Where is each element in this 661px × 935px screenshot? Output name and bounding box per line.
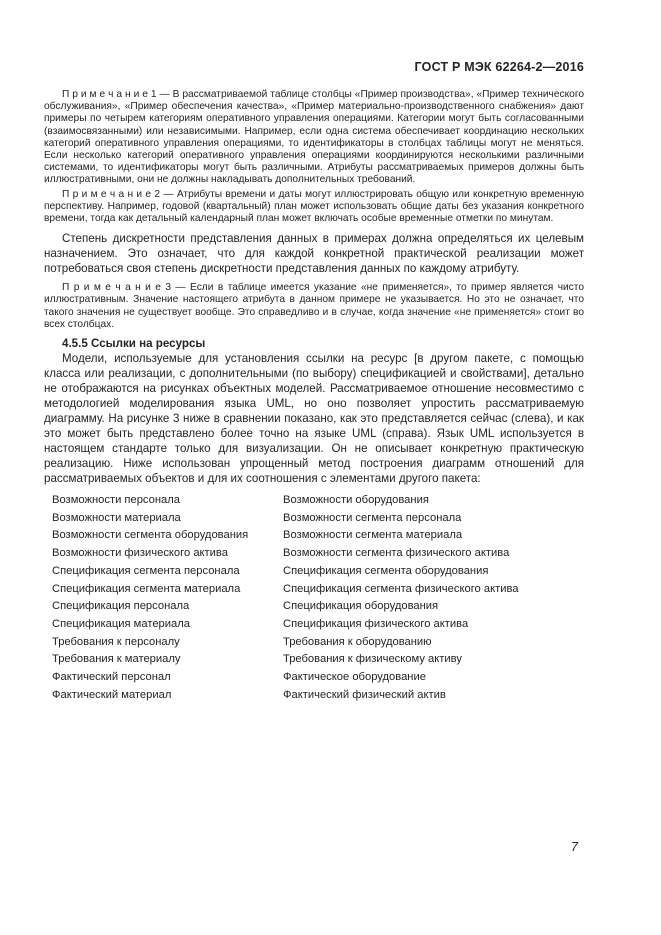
note-2-text: Атрибуты времени и даты могут иллюстрировать общую или конкретную временную перспективу. Например, годовой (квартальный) план может использовать общие даты без указания конкретного времени, тогда как детальный календарный план может включать особые временные отметки по минутам. <box>44 188 584 225</box>
note-1-label: П р и м е ч а н и е 1 — <box>62 89 173 100</box>
list-cell-right: Возможности сегмента материала <box>283 529 463 542</box>
list-cell-left: Фактический персонал <box>52 671 171 684</box>
list-row <box>52 545 584 563</box>
list-cell-right: Фактический физический актив <box>283 688 446 701</box>
paragraph-granularity: Степень дискретности представления данных в примерах должна определяться их целевым назначением. Это означает, что для каждой конкретной практической реализации может потребоваться своя степень дискретности представления данных по каждому атрибуту. <box>44 232 584 276</box>
list-cell-left: Требования к персоналу <box>52 635 180 648</box>
list-cell-left: Спецификация материала <box>52 617 190 630</box>
list-row <box>52 527 584 545</box>
list-cell-right: Фактическое оборудование <box>283 671 426 684</box>
list-cell-right: Спецификация сегмента оборудования <box>283 564 489 577</box>
note-1-text: В рассматриваемой таблице столбцы «Пример производства», «Пример технического обслуживания», «Пример обеспечения качества», «Пример материально-производственного снабжения» дают примеры по четырем категориям оперативного управления операциями. Категории могут быть согласованными (взаимосвязанными) или независимыми. Например, если одна система обеспечивает координацию нескольких категорий оперативного управления операциями, то идентификаторы в столбцах таблицы могут не меняться. Если несколько категорий оперативного управления операциями координируются несколькими различными системами, то идентификаторы могут быть различными. Атрибуты рассматриваемых примеров должны быть иллюстративными, они не должны накладывать дополнительных требований. <box>44 89 585 186</box>
list-row <box>52 581 584 599</box>
note-3 <box>44 282 584 331</box>
list-cell-right: Спецификация сегмента физического актива <box>283 582 519 595</box>
list-cell-left: Требования к материалу <box>52 653 181 666</box>
list-cell-right: Спецификация физического актива <box>283 617 469 630</box>
list-cell-left: Возможности физического актива <box>52 547 228 560</box>
list-cell-right: Требования к оборудованию <box>283 635 432 648</box>
page-number: 7 <box>571 840 578 854</box>
list-cell-left: Спецификация сегмента персонала <box>52 564 240 577</box>
list-cell-left: Спецификация сегмента материала <box>52 582 241 595</box>
text-column <box>44 0 584 704</box>
list-cell-right: Возможности сегмента физического актива <box>283 547 510 560</box>
list-row <box>52 510 584 528</box>
note-1 <box>44 89 584 187</box>
list-row <box>52 687 584 705</box>
list-row <box>52 492 584 510</box>
list-cell-left: Фактический материал <box>52 688 172 701</box>
note-2 <box>44 189 584 226</box>
list-row <box>52 634 584 652</box>
list-row <box>52 598 584 616</box>
section-heading-4-5-5: 4.5.5 Ссылки на ресурсы <box>62 337 206 351</box>
list-cell-left: Возможности персонала <box>52 494 181 507</box>
list-row <box>52 669 584 687</box>
note-3-text: Если в таблице имеется указание «не применяется», то пример является чисто иллюстративным. Значение настоящего атрибута в данном примере не указывается. Но это не означает, что такого значения не существует вообще. Это справедливо и в случае, когда значение «не применяется» стоит во всех столбцах. <box>44 282 584 330</box>
note-2-label: П р и м е ч а н и е 2 — <box>62 188 177 200</box>
note-3-label: П р и м е ч а н и е 3 — <box>62 282 191 294</box>
list-cell-left: Возможности сегмента оборудования <box>52 529 249 542</box>
list-cell-right: Возможности сегмента персонала <box>283 511 462 524</box>
list-cell-right: Возможности оборудования <box>283 494 429 507</box>
list-cell-right: Спецификация оборудования <box>283 600 439 613</box>
list-cell-left: Возможности материала <box>52 511 181 524</box>
list-row <box>52 616 584 634</box>
list-cell-right: Требования к физическому активу <box>283 653 462 666</box>
list-row <box>52 651 584 669</box>
paragraph-resource-links: Модели, используемые для установления ссылки на ресурс [в другом пакете, с помощью класса или реализации, с дополнительными (по выбору) спецификацией и свойствами], детально не отображаются на рисунках объектных моделей. Рассматриваемое отношение несовместимо с методологией моделирования языка UML, но оно позволяет упростить рассматриваемую диаграмму. На рисунке 3 ниже в сравнении показано, как это представляется сейчас (слева), и как это может быть представлено более точно на языке UML (справа). Язык UML используется в настоящем стандарте только для визуализации. Он не описывает конкретную практическую реализацию. Ниже использован упрощенный метод построения диаграмм отношений для рассматриваемых объектов и для их соотношения с элементами другого пакета: <box>44 352 584 486</box>
running-header: ГОСТ Р МЭК 62264-2—2016 <box>414 60 584 74</box>
list-cell-left: Спецификация персонала <box>52 600 190 613</box>
resource-pairs-list <box>44 492 584 704</box>
list-row <box>52 563 584 581</box>
